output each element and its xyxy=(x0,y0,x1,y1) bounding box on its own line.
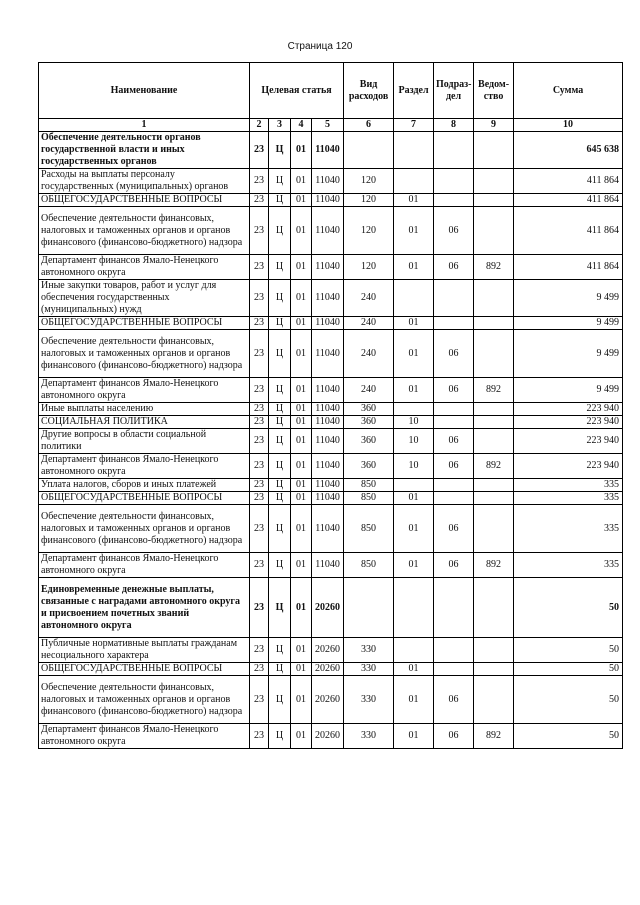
row-subsection xyxy=(434,416,474,429)
row-subsection: 06 xyxy=(434,724,474,749)
row-subsection xyxy=(434,663,474,676)
row-department xyxy=(474,578,514,638)
row-department xyxy=(474,663,514,676)
row-direction: 11040 xyxy=(312,330,344,378)
row-section: 01 xyxy=(394,194,434,207)
row-department xyxy=(474,330,514,378)
row-department xyxy=(474,429,514,454)
row-main-activity: 01 xyxy=(291,317,312,330)
row-direction: 11040 xyxy=(312,132,344,169)
row-section xyxy=(394,169,434,194)
row-amount: 335 xyxy=(514,479,623,492)
row-section: 01 xyxy=(394,676,434,724)
row-section: 01 xyxy=(394,724,434,749)
row-main-activity: 01 xyxy=(291,638,312,663)
row-department xyxy=(474,676,514,724)
column-number-row xyxy=(39,119,623,132)
header-row xyxy=(39,63,623,119)
row-amount: 335 xyxy=(514,553,623,578)
table-row xyxy=(39,378,623,403)
row-amount: 223 940 xyxy=(514,429,623,454)
row-program: 23 xyxy=(250,403,269,416)
row-amount: 223 940 xyxy=(514,454,623,479)
row-subsection xyxy=(434,403,474,416)
header-expense-type: Вид расходов xyxy=(344,63,394,119)
row-section: 10 xyxy=(394,454,434,479)
row-name: ОБЩЕГОСУДАРСТВЕННЫЕ ВОПРОСЫ xyxy=(39,317,250,330)
row-program: 23 xyxy=(250,505,269,553)
row-subprogram: Ц xyxy=(269,454,291,479)
row-name: Обеспечение деятельности финансовых, налоговых и таможенных органов и органов финансового (финансово-бюджетного) надзора xyxy=(39,330,250,378)
row-name: Департамент финансов Ямало-Ненецкого автономного округа xyxy=(39,724,250,749)
row-subprogram: Ц xyxy=(269,194,291,207)
row-main-activity: 01 xyxy=(291,280,312,317)
row-expense-type xyxy=(344,132,394,169)
row-program: 23 xyxy=(250,330,269,378)
row-subsection xyxy=(434,578,474,638)
row-expense-type: 360 xyxy=(344,403,394,416)
row-department xyxy=(474,280,514,317)
row-amount: 50 xyxy=(514,638,623,663)
table-row xyxy=(39,676,623,724)
row-main-activity: 01 xyxy=(291,194,312,207)
table-row xyxy=(39,207,623,255)
row-name: Департамент финансов Ямало-Ненецкого автономного округа xyxy=(39,378,250,403)
row-subsection xyxy=(434,169,474,194)
row-main-activity: 01 xyxy=(291,479,312,492)
header-target-article: Целевая статья xyxy=(250,63,344,119)
row-subsection: 06 xyxy=(434,505,474,553)
row-program: 23 xyxy=(250,578,269,638)
row-name: Другие вопросы в области социальной политики xyxy=(39,429,250,454)
row-amount: 335 xyxy=(514,505,623,553)
row-main-activity: 01 xyxy=(291,454,312,479)
row-main-activity: 01 xyxy=(291,663,312,676)
row-name: ОБЩЕГОСУДАРСТВЕННЫЕ ВОПРОСЫ xyxy=(39,663,250,676)
row-amount: 645 638 xyxy=(514,132,623,169)
row-program: 23 xyxy=(250,724,269,749)
row-department xyxy=(474,492,514,505)
row-main-activity: 01 xyxy=(291,416,312,429)
row-amount: 223 940 xyxy=(514,416,623,429)
row-department xyxy=(474,169,514,194)
row-amount: 9 499 xyxy=(514,280,623,317)
row-amount: 335 xyxy=(514,492,623,505)
row-program: 23 xyxy=(250,378,269,403)
row-section xyxy=(394,578,434,638)
row-amount: 411 864 xyxy=(514,207,623,255)
row-subsection: 06 xyxy=(434,429,474,454)
row-direction: 11040 xyxy=(312,255,344,280)
row-expense-type: 360 xyxy=(344,429,394,454)
table-row xyxy=(39,132,623,169)
header-subsection: Подраз-дел xyxy=(434,63,474,119)
header-amount: Сумма xyxy=(514,63,623,119)
row-expense-type: 120 xyxy=(344,169,394,194)
row-expense-type: 120 xyxy=(344,194,394,207)
row-section: 01 xyxy=(394,492,434,505)
row-main-activity: 01 xyxy=(291,553,312,578)
row-direction: 20260 xyxy=(312,638,344,663)
row-subprogram: Ц xyxy=(269,378,291,403)
row-amount: 411 864 xyxy=(514,194,623,207)
row-section xyxy=(394,479,434,492)
row-subprogram: Ц xyxy=(269,479,291,492)
row-subprogram: Ц xyxy=(269,330,291,378)
row-expense-type: 240 xyxy=(344,378,394,403)
row-subprogram: Ц xyxy=(269,638,291,663)
row-main-activity: 01 xyxy=(291,169,312,194)
row-section xyxy=(394,132,434,169)
row-expense-type: 850 xyxy=(344,479,394,492)
row-program: 23 xyxy=(250,676,269,724)
table-row xyxy=(39,479,623,492)
row-name: Департамент финансов Ямало-Ненецкого автономного округа xyxy=(39,255,250,280)
row-program: 23 xyxy=(250,255,269,280)
table-row xyxy=(39,330,623,378)
row-name: Публичные нормативные выплаты гражданам несоциального характера xyxy=(39,638,250,663)
table-row xyxy=(39,638,623,663)
row-main-activity: 01 xyxy=(291,429,312,454)
row-name: СОЦИАЛЬНАЯ ПОЛИТИКА xyxy=(39,416,250,429)
column-number: 7 xyxy=(394,119,434,132)
row-direction: 11040 xyxy=(312,317,344,330)
row-name: Иные закупки товаров, работ и услуг для обеспечения государственных (муниципальных) нужд xyxy=(39,280,250,317)
row-subprogram: Ц xyxy=(269,169,291,194)
page-title: Страница 120 xyxy=(287,41,353,52)
row-name: ОБЩЕГОСУДАРСТВЕННЫЕ ВОПРОСЫ xyxy=(39,194,250,207)
table-row xyxy=(39,429,623,454)
row-department: 892 xyxy=(474,724,514,749)
column-number: 5 xyxy=(312,119,344,132)
row-subsection xyxy=(434,317,474,330)
row-direction: 11040 xyxy=(312,505,344,553)
row-name: Департамент финансов Ямало-Ненецкого автономного округа xyxy=(39,454,250,479)
row-subsection: 06 xyxy=(434,378,474,403)
row-expense-type: 850 xyxy=(344,553,394,578)
column-number: 9 xyxy=(474,119,514,132)
row-subsection: 06 xyxy=(434,553,474,578)
row-section xyxy=(394,638,434,663)
row-program: 23 xyxy=(250,280,269,317)
row-main-activity: 01 xyxy=(291,330,312,378)
column-number: 6 xyxy=(344,119,394,132)
row-subsection: 06 xyxy=(434,330,474,378)
row-subprogram: Ц xyxy=(269,505,291,553)
row-amount: 9 499 xyxy=(514,317,623,330)
row-amount: 50 xyxy=(514,724,623,749)
row-expense-type xyxy=(344,578,394,638)
row-direction: 20260 xyxy=(312,724,344,749)
row-department: 892 xyxy=(474,454,514,479)
row-department xyxy=(474,207,514,255)
row-expense-type: 240 xyxy=(344,317,394,330)
table-row xyxy=(39,194,623,207)
row-main-activity: 01 xyxy=(291,676,312,724)
row-subprogram: Ц xyxy=(269,663,291,676)
row-subprogram: Ц xyxy=(269,429,291,454)
row-subsection: 06 xyxy=(434,676,474,724)
row-name: Единовременные денежные выплаты, связанные с наградами автономного округа и присвоением почетных званий автономного округа xyxy=(39,578,250,638)
row-amount: 50 xyxy=(514,578,623,638)
row-program: 23 xyxy=(250,492,269,505)
row-subprogram: Ц xyxy=(269,553,291,578)
row-direction: 11040 xyxy=(312,194,344,207)
row-subsection xyxy=(434,280,474,317)
row-program: 23 xyxy=(250,429,269,454)
row-main-activity: 01 xyxy=(291,207,312,255)
header-section: Раздел xyxy=(394,63,434,119)
column-number: 3 xyxy=(269,119,291,132)
row-main-activity: 01 xyxy=(291,492,312,505)
row-amount: 411 864 xyxy=(514,255,623,280)
row-direction: 20260 xyxy=(312,676,344,724)
row-main-activity: 01 xyxy=(291,578,312,638)
row-direction: 11040 xyxy=(312,479,344,492)
row-main-activity: 01 xyxy=(291,505,312,553)
row-department xyxy=(474,638,514,663)
column-number: 10 xyxy=(514,119,623,132)
row-direction: 11040 xyxy=(312,169,344,194)
row-department xyxy=(474,479,514,492)
row-expense-type: 330 xyxy=(344,663,394,676)
row-department xyxy=(474,317,514,330)
row-program: 23 xyxy=(250,454,269,479)
row-expense-type: 240 xyxy=(344,330,394,378)
row-subsection: 06 xyxy=(434,255,474,280)
row-main-activity: 01 xyxy=(291,403,312,416)
row-direction: 11040 xyxy=(312,207,344,255)
row-expense-type: 330 xyxy=(344,638,394,663)
row-expense-type: 120 xyxy=(344,207,394,255)
row-main-activity: 01 xyxy=(291,255,312,280)
row-section: 10 xyxy=(394,416,434,429)
table-row xyxy=(39,663,623,676)
row-direction: 11040 xyxy=(312,429,344,454)
row-section: 01 xyxy=(394,663,434,676)
row-subprogram: Ц xyxy=(269,132,291,169)
row-program: 23 xyxy=(250,194,269,207)
row-name: Департамент финансов Ямало-Ненецкого автономного округа xyxy=(39,553,250,578)
row-subprogram: Ц xyxy=(269,255,291,280)
row-section: 01 xyxy=(394,330,434,378)
row-section: 01 xyxy=(394,207,434,255)
row-name: Расходы на выплаты персоналу государственных (муниципальных) органов xyxy=(39,169,250,194)
row-direction: 11040 xyxy=(312,454,344,479)
row-program: 23 xyxy=(250,317,269,330)
row-expense-type: 360 xyxy=(344,454,394,479)
table-row xyxy=(39,553,623,578)
row-amount: 411 864 xyxy=(514,169,623,194)
row-program: 23 xyxy=(250,553,269,578)
table-row xyxy=(39,317,623,330)
budget-table xyxy=(38,62,623,749)
row-program: 23 xyxy=(250,663,269,676)
table-row xyxy=(39,280,623,317)
row-name: Обеспечение деятельности финансовых, налоговых и таможенных органов и органов финансового (финансово-бюджетного) надзора xyxy=(39,505,250,553)
row-subsection xyxy=(434,132,474,169)
row-main-activity: 01 xyxy=(291,132,312,169)
row-amount: 223 940 xyxy=(514,403,623,416)
row-expense-type: 120 xyxy=(344,255,394,280)
row-subsection: 06 xyxy=(434,207,474,255)
row-subsection xyxy=(434,492,474,505)
row-subprogram: Ц xyxy=(269,403,291,416)
row-department xyxy=(474,403,514,416)
row-subsection xyxy=(434,638,474,663)
row-program: 23 xyxy=(250,479,269,492)
row-program: 23 xyxy=(250,638,269,663)
column-number: 8 xyxy=(434,119,474,132)
row-program: 23 xyxy=(250,416,269,429)
row-subprogram: Ц xyxy=(269,724,291,749)
row-expense-type: 850 xyxy=(344,505,394,553)
row-subprogram: Ц xyxy=(269,578,291,638)
row-name: Уплата налогов, сборов и иных платежей xyxy=(39,479,250,492)
row-department xyxy=(474,416,514,429)
row-direction: 20260 xyxy=(312,578,344,638)
row-department xyxy=(474,194,514,207)
column-number: 2 xyxy=(250,119,269,132)
header-name: Наименование xyxy=(39,63,250,119)
row-program: 23 xyxy=(250,169,269,194)
row-expense-type: 850 xyxy=(344,492,394,505)
row-subsection xyxy=(434,194,474,207)
header-department: Ведом-ство xyxy=(474,63,514,119)
row-direction: 11040 xyxy=(312,403,344,416)
table-row xyxy=(39,255,623,280)
row-subsection xyxy=(434,479,474,492)
row-subprogram: Ц xyxy=(269,416,291,429)
row-amount: 50 xyxy=(514,676,623,724)
row-name: Обеспечение деятельности финансовых, налоговых и таможенных органов и органов финансового (финансово-бюджетного) надзора xyxy=(39,207,250,255)
table-row xyxy=(39,578,623,638)
table-row xyxy=(39,492,623,505)
row-direction: 11040 xyxy=(312,378,344,403)
row-subprogram: Ц xyxy=(269,207,291,255)
row-section: 01 xyxy=(394,505,434,553)
row-expense-type: 330 xyxy=(344,724,394,749)
row-subprogram: Ц xyxy=(269,676,291,724)
row-department: 892 xyxy=(474,378,514,403)
column-number: 4 xyxy=(291,119,312,132)
table-row xyxy=(39,403,623,416)
table-row xyxy=(39,169,623,194)
row-amount: 9 499 xyxy=(514,330,623,378)
row-expense-type: 330 xyxy=(344,676,394,724)
table-row xyxy=(39,416,623,429)
row-name: ОБЩЕГОСУДАРСТВЕННЫЕ ВОПРОСЫ xyxy=(39,492,250,505)
row-direction: 11040 xyxy=(312,280,344,317)
row-amount: 50 xyxy=(514,663,623,676)
row-expense-type: 240 xyxy=(344,280,394,317)
row-section: 10 xyxy=(394,429,434,454)
row-name: Иные выплаты населению xyxy=(39,403,250,416)
row-direction: 11040 xyxy=(312,416,344,429)
row-department: 892 xyxy=(474,255,514,280)
row-department xyxy=(474,505,514,553)
row-section xyxy=(394,280,434,317)
row-program: 23 xyxy=(250,132,269,169)
row-direction: 20260 xyxy=(312,663,344,676)
row-direction: 11040 xyxy=(312,553,344,578)
row-section: 01 xyxy=(394,378,434,403)
row-section: 01 xyxy=(394,553,434,578)
row-direction: 11040 xyxy=(312,492,344,505)
row-expense-type: 360 xyxy=(344,416,394,429)
row-main-activity: 01 xyxy=(291,724,312,749)
row-section: 01 xyxy=(394,317,434,330)
row-amount: 9 499 xyxy=(514,378,623,403)
row-name: Обеспечение деятельности органов государственной власти и иных государственных органов xyxy=(39,132,250,169)
row-subprogram: Ц xyxy=(269,492,291,505)
column-number: 1 xyxy=(39,119,250,132)
table-row xyxy=(39,724,623,749)
row-section: 01 xyxy=(394,255,434,280)
row-subsection: 06 xyxy=(434,454,474,479)
row-subprogram: Ц xyxy=(269,317,291,330)
row-department: 892 xyxy=(474,553,514,578)
row-program: 23 xyxy=(250,207,269,255)
table-row xyxy=(39,454,623,479)
row-subprogram: Ц xyxy=(269,280,291,317)
table-row xyxy=(39,505,623,553)
row-department xyxy=(474,132,514,169)
row-main-activity: 01 xyxy=(291,378,312,403)
row-name: Обеспечение деятельности финансовых, налоговых и таможенных органов и органов финансового (финансово-бюджетного) надзора xyxy=(39,676,250,724)
row-section xyxy=(394,403,434,416)
